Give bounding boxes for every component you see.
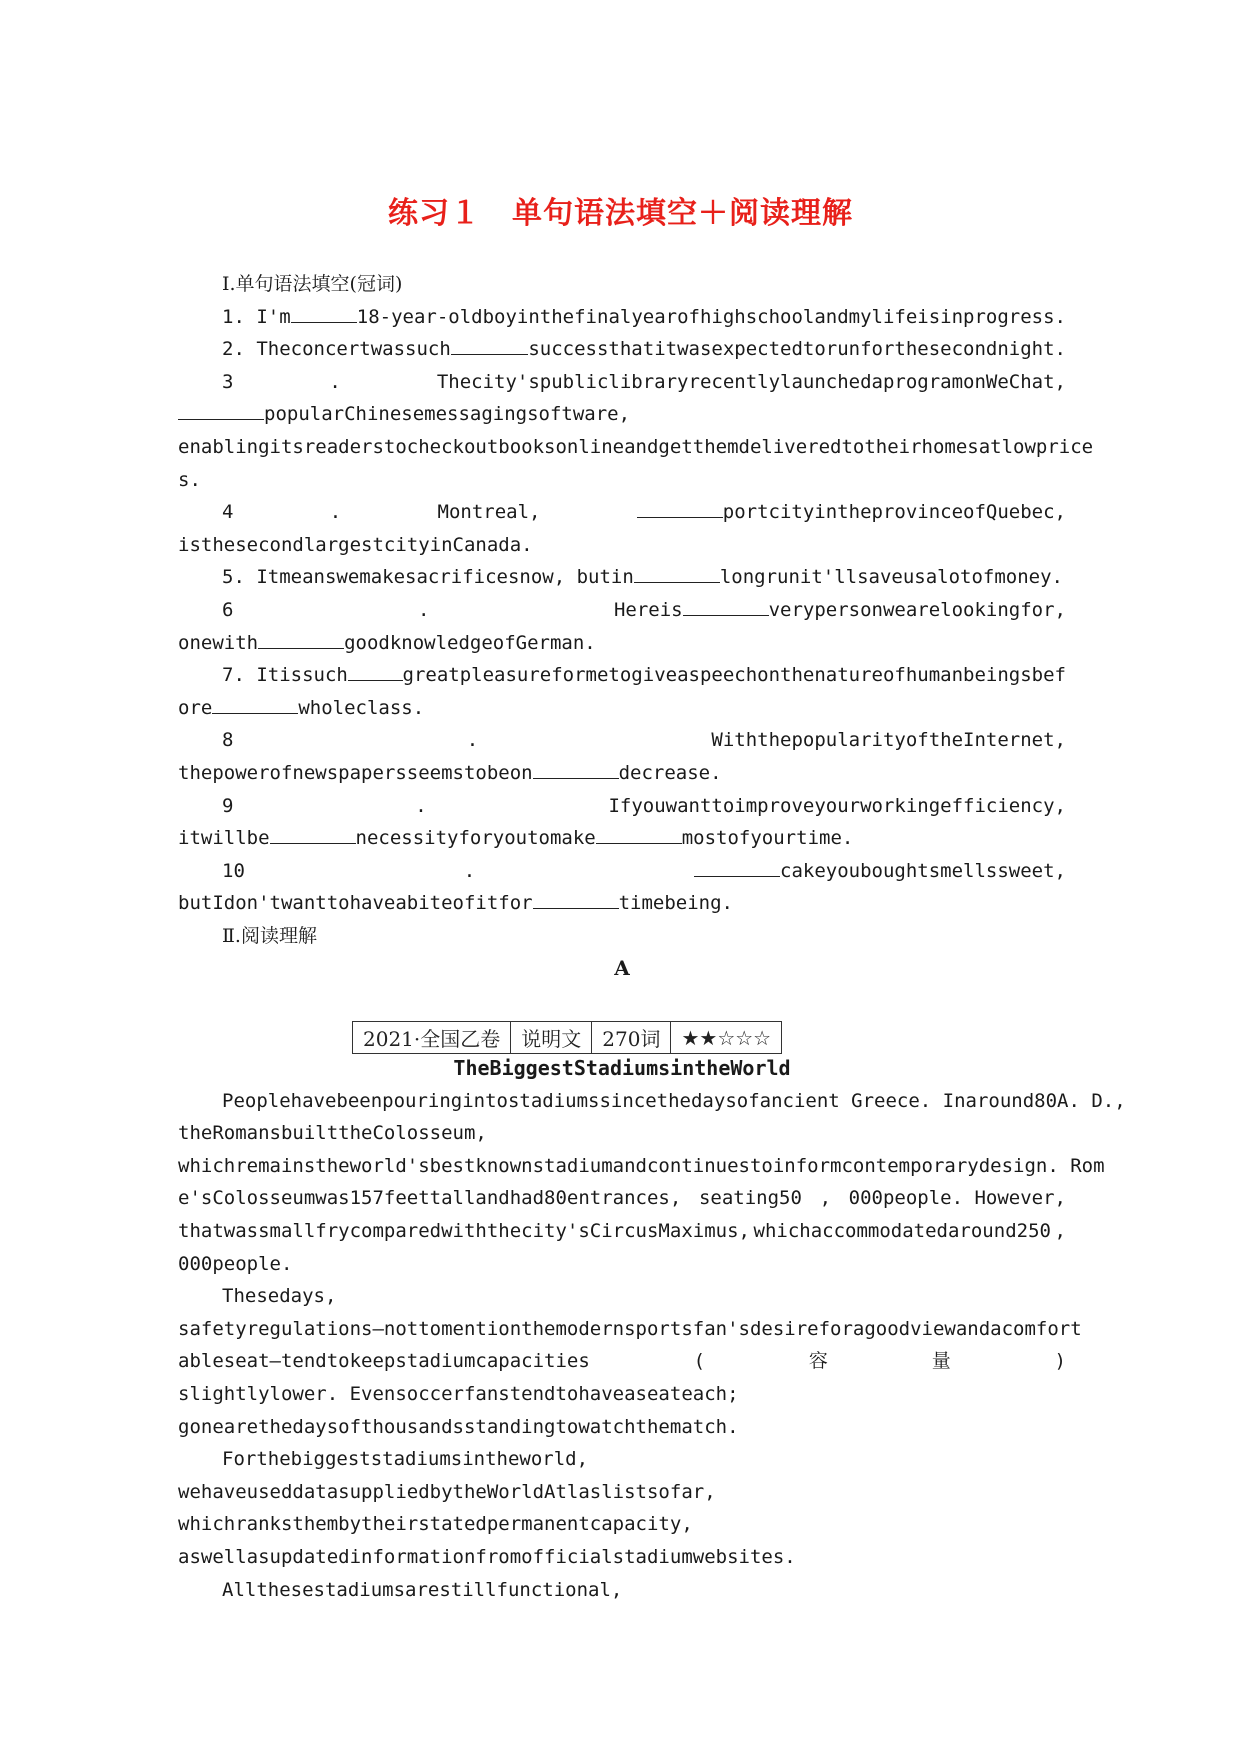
question-6-line-1 [178, 594, 1066, 627]
passage-line [178, 1345, 1066, 1378]
passage-line: safetyregulations—nottomentionthemodernsportsfan'sdesireforagoodviewandacomfort [178, 1317, 1082, 1340]
q6-text-d: goodknowledgeofGerman. [344, 631, 596, 654]
question-7-line-2 [178, 692, 1066, 725]
passage-fragment: ) [1054, 1350, 1066, 1373]
q3-text-a: Thecity'spubliclibraryrecentlylaunchedaprogramonWeChat, [436, 370, 1066, 393]
q10-text-a: cakeyouboughtsmellssweet, [780, 859, 1066, 882]
section2-part-label: A [614, 956, 630, 981]
question-7-line-1 [178, 659, 1066, 692]
passage-line: Thesedays, [222, 1285, 337, 1308]
q4-text-a: Montreal, [437, 501, 541, 524]
q6-text-a: Hereis [613, 598, 683, 621]
q3-text-b: popularChinesemessagingsoftware, [264, 403, 631, 426]
passage-line: slightlylower. Evensoccerfanstendtohaveaseateach; [178, 1382, 739, 1405]
passage-fragment: 容 [808, 1350, 828, 1373]
q6-blank-2[interactable] [258, 628, 344, 649]
q9-number: 9 [222, 794, 234, 817]
passage-fragment: , [1054, 1219, 1066, 1242]
question-4-line-2: isthesecondlargestcityinCanada. [178, 533, 533, 556]
q4-blank[interactable] [637, 497, 723, 518]
passage-fragment: 000people. However, [848, 1187, 1066, 1210]
q9-text-a: Ifyouwanttoimproveyourworkingefficiency, [608, 794, 1066, 817]
q7-text-a: 7. Itissuch [222, 664, 348, 687]
passage-line: wehaveuseddatasuppliedbytheWorldAtlaslistsofar, [178, 1480, 716, 1503]
passage-fragment: whichaccommodatedaround250 [753, 1219, 1051, 1242]
q8-number: 8 [222, 729, 234, 752]
question-2 [178, 333, 1066, 366]
q10-number: 10 [222, 859, 245, 882]
q8-text-a: WiththepopularityoftheInternet, [711, 729, 1066, 752]
q10-blank-1[interactable] [694, 856, 780, 877]
q8-text-c: decrease. [618, 761, 722, 784]
question-1 [178, 301, 1066, 334]
q5-text-a: 5. Itmeanswemakesacrificesnow, butin [222, 566, 634, 589]
question-3-line-2 [178, 398, 1066, 431]
q8-text-b: thepowerofnewspapersseemstobeon [178, 761, 533, 784]
q4-number: 4 [222, 501, 234, 524]
q8-blank[interactable] [533, 758, 619, 779]
q2-text-a: 2. Theconcertwassuch [222, 338, 451, 361]
question-10-line-2 [178, 887, 1066, 920]
q10-text-c: timebeing. [618, 892, 733, 915]
q5-text-b: longrunit'llsaveusalotofmoney. [719, 566, 1063, 589]
info-year: 2021·全国乙卷 [353, 1022, 511, 1054]
q8-dot: . [466, 729, 479, 752]
q4-text-b: portcityintheprovinceofQuebec, [722, 501, 1066, 524]
question-9-line-2 [178, 822, 1066, 855]
reading-passage [178, 1052, 1126, 1606]
passage-line: Forthebiggeststadiumsintheworld, [222, 1448, 589, 1471]
passage-fragment: 量 [931, 1350, 951, 1373]
section1-heading: Ⅰ.单句语法填空(冠词) [222, 273, 403, 295]
question-10-line-1 [178, 855, 1066, 888]
info-genre: 说明文 [511, 1022, 592, 1054]
question-4-line-1 [178, 496, 1066, 529]
passage-line: theRomansbuilttheColosseum, [178, 1122, 487, 1145]
passage-info-table [352, 1021, 782, 1054]
q10-blank-group [694, 855, 1066, 888]
grammar-section [178, 268, 1094, 985]
q9-text-c: necessityforyoutomake [355, 827, 596, 850]
q1-text-a: 1. I'm [222, 305, 291, 328]
q3-number: 3 [222, 370, 234, 393]
q1-blank[interactable] [291, 302, 357, 323]
passage-fragment: e'sColosseumwas157feettallandhad80entrances, [178, 1187, 682, 1210]
page-title: 练习１ 单句语法填空＋阅读理解 [388, 196, 853, 231]
q2-text-b: successthatitwasexpectedtorunforthesecondnight. [528, 338, 1066, 361]
question-3-line-1 [178, 366, 1066, 399]
q10-dot: . [463, 859, 476, 882]
q9-text-d: mostofyourtime. [681, 827, 854, 850]
question-9-line-1 [178, 790, 1066, 823]
section2-heading: Ⅱ.阅读理解 [222, 924, 317, 947]
q9-text-b: itwillbe [178, 827, 270, 850]
passage-fragment: , [819, 1187, 832, 1210]
q9-dot: . [415, 794, 427, 817]
q3-dot: . [329, 370, 341, 393]
q6-blank-group [614, 594, 1066, 627]
info-difficulty: ★★☆☆☆ [671, 1022, 782, 1054]
q10-blank-2[interactable] [533, 888, 619, 909]
info-words: 270词 [592, 1022, 671, 1054]
q6-text-b: verypersonwearelookingfor, [768, 598, 1066, 621]
question-5 [178, 561, 1066, 594]
q9-blank-1[interactable] [270, 823, 356, 844]
passage-fragment: seating50 [698, 1187, 802, 1210]
q9-blank-2[interactable] [596, 823, 682, 844]
passage-line: 000people. [178, 1252, 293, 1275]
q3-blank[interactable] [178, 399, 264, 420]
question-6-line-2 [178, 627, 1066, 660]
q7-text-c: ore [178, 696, 213, 719]
passage-fragment: ableseat—tendtokeepstadiumcapacities [178, 1350, 590, 1373]
passage-line: whichranksthembytheirstatedpermanentcapacity, [178, 1513, 693, 1536]
q10-text-b: butIdon'twanttohaveabiteofitfor [178, 892, 533, 915]
q6-number: 6 [222, 598, 234, 621]
article-title: TheBiggestStadiumsintheWorld [453, 1056, 791, 1080]
question-8-line-2 [178, 757, 1066, 790]
passage-line: Peoplehavebeenpouringintostadiumssincethedaysofancient Greece. Inaround80A. D., [222, 1089, 1126, 1112]
q5-blank[interactable] [634, 562, 720, 583]
question-3-line-3: enablingitsreaderstocheckoutbooksonlineandgetthemdeliveredtotheirhomesatlowprice [178, 435, 1094, 458]
q7-blank-2[interactable] [212, 693, 298, 714]
q6-text-c: onewith [178, 631, 259, 654]
q2-blank[interactable] [451, 334, 529, 355]
q6-blank-1[interactable] [683, 595, 769, 616]
passage-fragment: ( [693, 1350, 706, 1373]
question-3-line-4: s. [178, 468, 201, 491]
q7-text-d: wholeclass. [298, 696, 425, 719]
passage-line: Allthesestadiumsarestillfunctional, [222, 1578, 623, 1601]
passage-line: gonearethedaysofthousandsstandingtowatchthematch. [178, 1415, 739, 1438]
passage-line [178, 1182, 1066, 1215]
q6-dot: . [417, 598, 430, 621]
passage-line [178, 1215, 1066, 1248]
question-8-line-1 [178, 724, 1066, 757]
q4-blank-group [637, 496, 1066, 529]
passage-line: aswellasupdatedinformationfromofficialstadiumwebsites. [178, 1545, 796, 1568]
q4-dot: . [329, 501, 342, 524]
passage-line: whichremainstheworld'sbestknownstadiumandcontinuestoinformcontemporarydesign. Rom [178, 1154, 1105, 1177]
q7-blank-1[interactable] [348, 660, 403, 681]
q7-text-b: greatpleasureformetogiveaspeechonthenatureofhumanbeingsbef [402, 664, 1066, 687]
q1-text-b: 18-year-oldboyinthefinalyearofhighschoolandmylifeisinprogress. [356, 305, 1066, 328]
passage-fragment: thatwassmallfrycomparedwiththecity'sCircusMaximus, [178, 1219, 750, 1242]
